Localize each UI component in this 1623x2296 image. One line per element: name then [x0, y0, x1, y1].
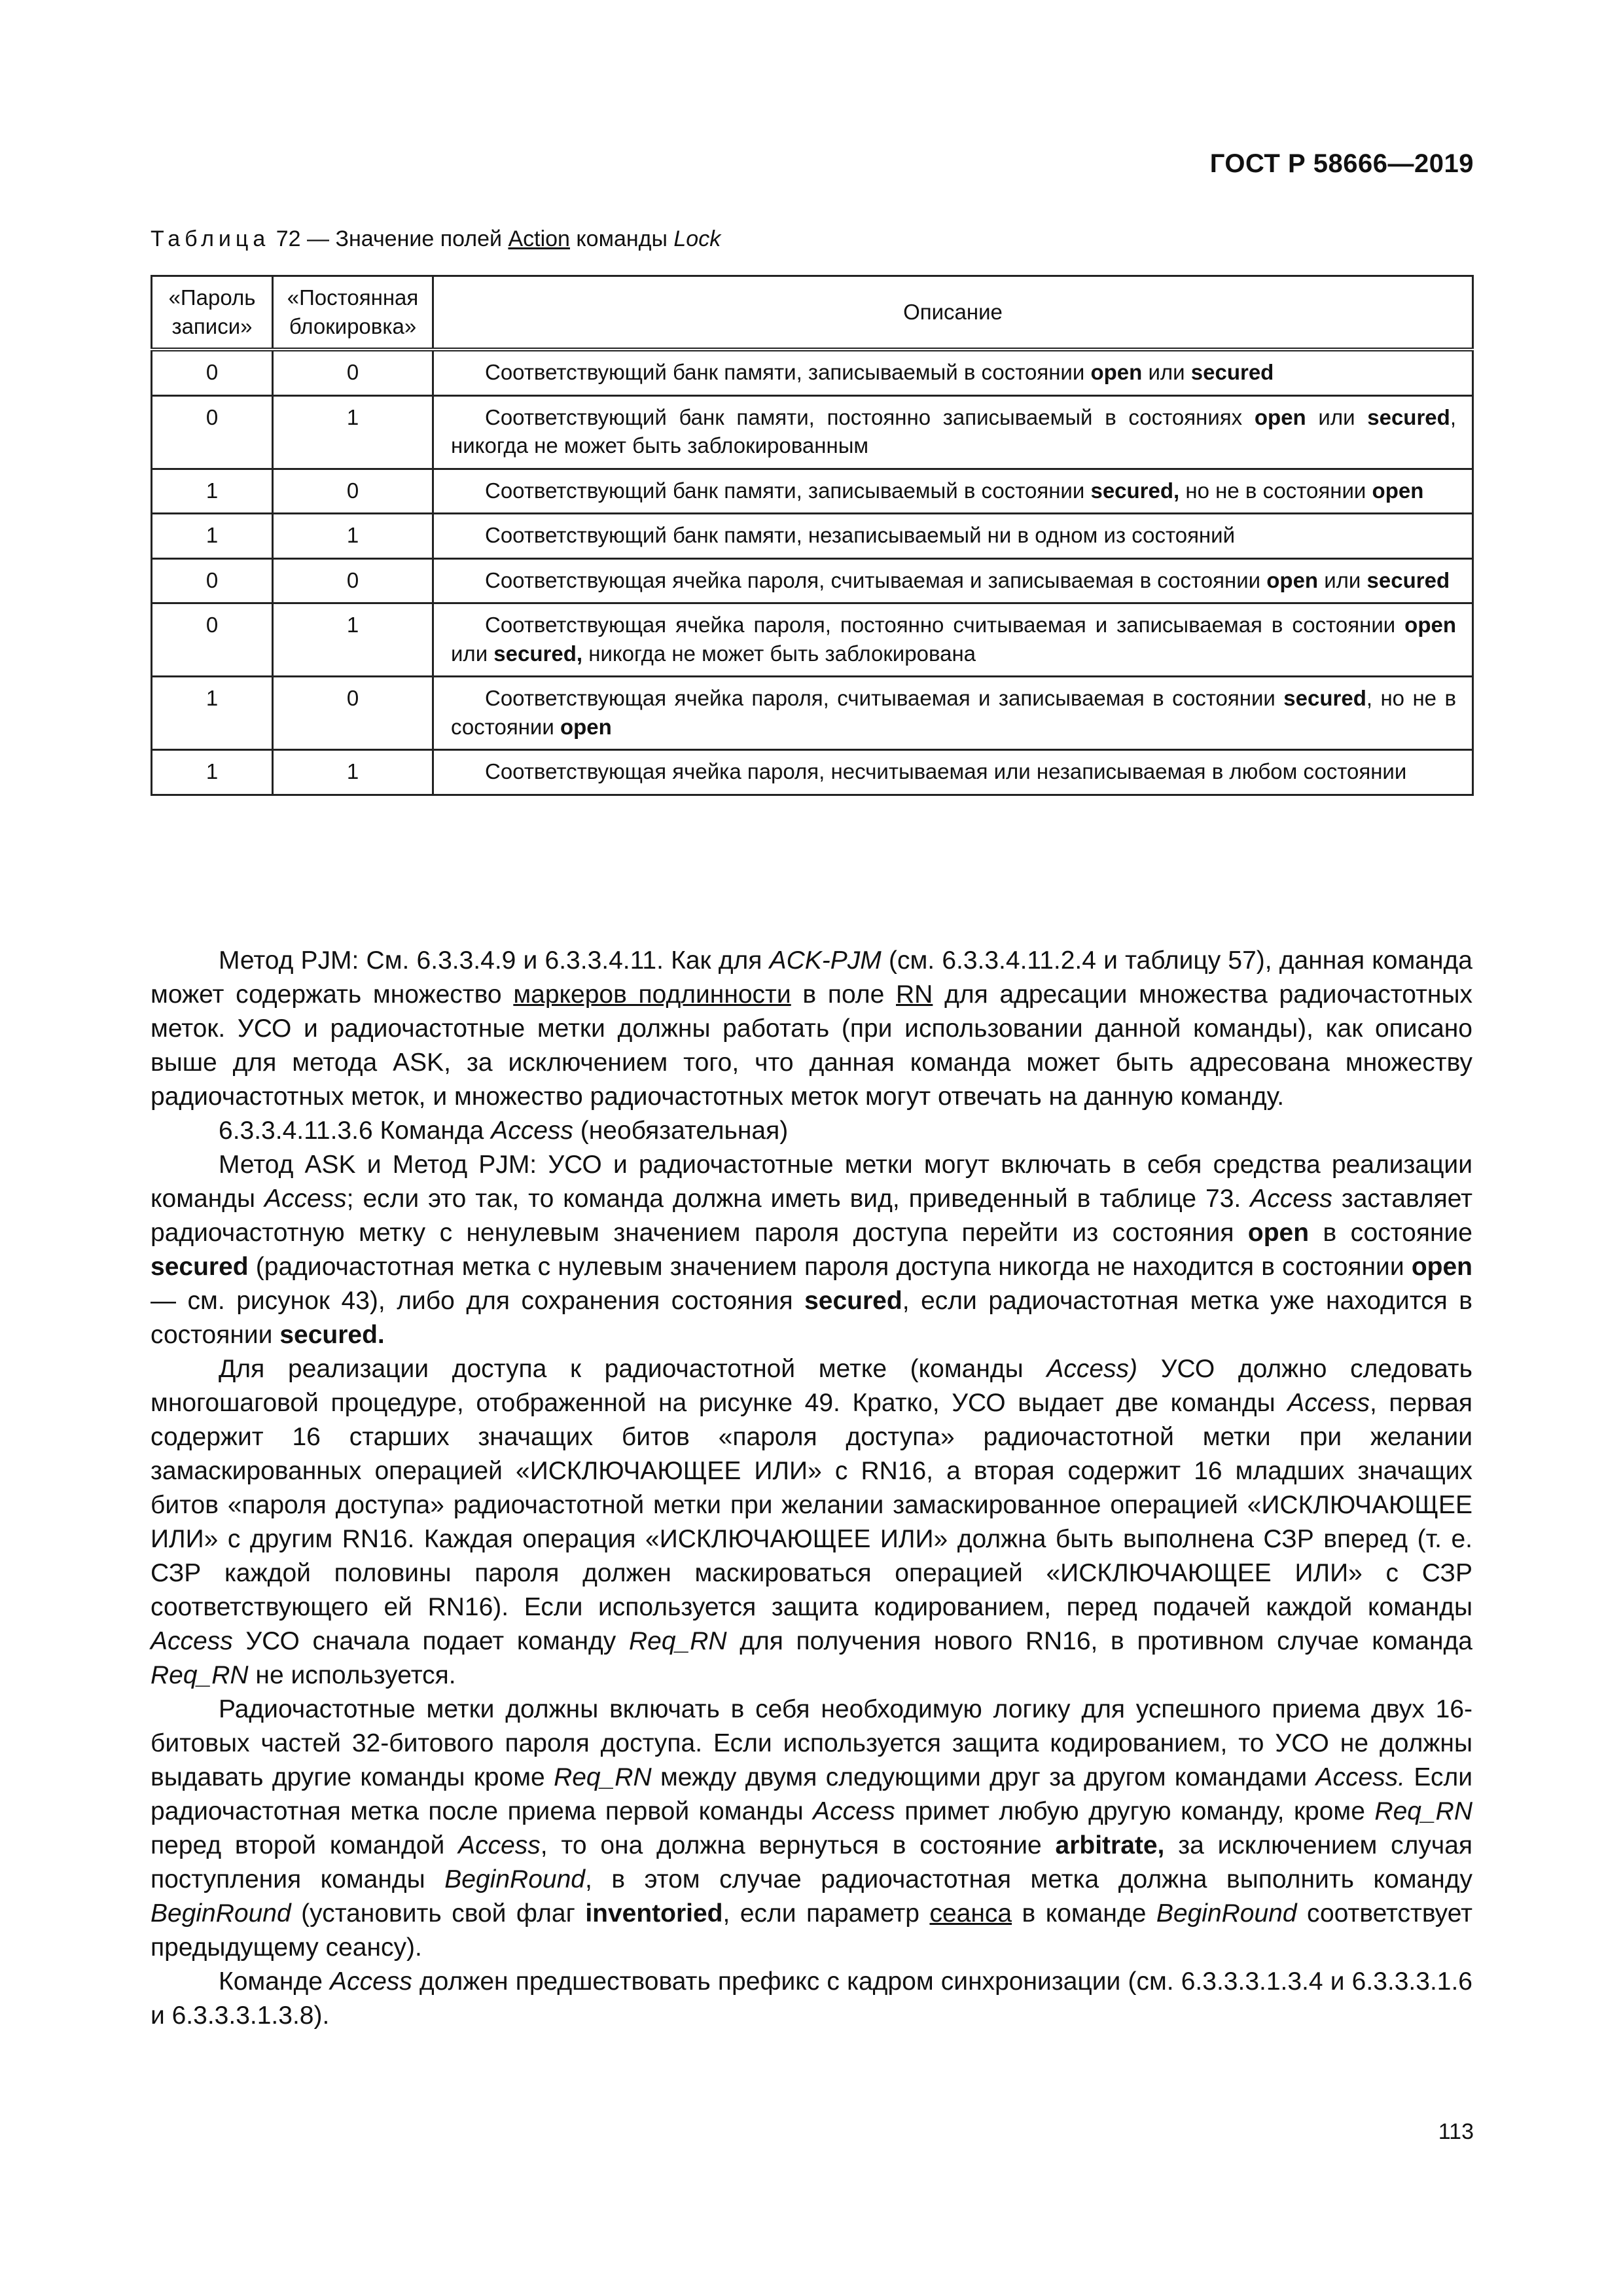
caption-mid: команды	[576, 226, 668, 251]
section-heading-access: 6.3.3.4.11.3.6 Команда Access (необязательная)	[219, 1117, 789, 1145]
cell-description: Соответствующая ячейка пароля, несчитываемая или незаписываемая в любом состоянии	[433, 750, 1473, 795]
cell-write-password: 0	[152, 395, 273, 469]
column-header-write-password: «Пароль записи»	[152, 276, 273, 350]
column-header-description: Описание	[433, 276, 1473, 350]
table-body	[152, 350, 1473, 795]
cell-description: Соответствующая ячейка пароля, считываемая и записываемая в состоянии open или secured	[433, 558, 1473, 603]
cell-description: Соответствующий банк памяти, записываемый в состоянии secured, но не в состоянии open	[433, 469, 1473, 514]
cell-permanent-lock: 1	[273, 514, 433, 559]
cell-permanent-lock: 0	[273, 469, 433, 514]
cell-write-password: 0	[152, 558, 273, 603]
table-row	[152, 395, 1473, 469]
cell-write-password: 0	[152, 603, 273, 677]
paragraph-access-procedure: Для реализации доступа к радиочастотной метке (команды Access) УСО должно следовать многошаговой процедуре, отображенной на рисунке 49. Кратко, УСО выдает две команды Access, первая содержит 16 старших значащих битов «пароля доступа» радиочастотной метки при желании замаскированных операцией «ИСКЛЮЧАЮЩЕЕ ИЛИ» с RN16, а вторая содержит 16 младших значащих битов «пароля доступа» радиочастотной метки при желании замаскированное операцией «ИСКЛЮЧАЮЩЕЕ ИЛИ» с другим RN16. Каждая операция «ИСКЛЮЧАЮЩЕЕ ИЛИ» должна быть выполнена СЗР вперед (т. е. СЗР каждой половины пароля должен маскироваться операцией «ИСКЛЮЧАЮЩЕЕ ИЛИ» с СЗР соответствующего ей RN16). Если используется защита кодированием, перед подачей каждой команды Access УСО сначала подает команду Req_RN для получения нового RN16, в противном случае команда Req_RN не используется.	[151, 1355, 1473, 1689]
paragraph-access-prefix: Команде Access должен предшествовать префикс с кадром синхронизации (см. 6.3.3.3.1.3.4 и 6.3.3.3.1.6 и 6.3.3.3.1.3.8).	[151, 1967, 1472, 2030]
cell-permanent-lock: 1	[273, 395, 433, 469]
cell-description: Соответствующий банк памяти, записываемый в состоянии open или secured	[433, 350, 1473, 395]
standard-header: ГОСТ Р 58666—2019	[1209, 149, 1474, 178]
table-row	[152, 469, 1473, 514]
cell-permanent-lock: 1	[273, 750, 433, 795]
table-row	[152, 514, 1473, 559]
paragraph-access-intro: Метод ASK и Метод PJM: УСО и радиочастотные метки могут включать в себя средства реализации команды Access; если это так, то команда должна иметь вид, приведенный в таблице 73. Access заставляет радиочастотную метку с ненулевым значением пароля доступа перейти из состояния open в состояние secured (радиочастотная метка с нулевым значением пароля доступа никогда не находится в состоянии open — см. рисунок 43), либо для сохранения состояния secured, если радиочастотная метка уже находится в состоянии secured.	[151, 1151, 1472, 1349]
cell-description: Соответствующая ячейка пароля, считываемая и записываемая в состоянии secured, но не в состоянии open	[433, 677, 1473, 750]
cell-permanent-lock: 0	[273, 558, 433, 603]
table-caption	[151, 226, 721, 252]
caption-command: Lock	[673, 226, 721, 251]
table-row	[152, 750, 1473, 795]
cell-permanent-lock: 1	[273, 603, 433, 677]
paragraph-pjm: Метод PJM: См. 6.3.3.4.9 и 6.3.3.4.11. Как для ACK-PJM (см. 6.3.3.4.11.2.4 и таблицу 57), данная команда может содержать множество маркеров подлинности в поле RN для адресации множества радиочастотных меток. УСО и радиочастотные метки должны работать (при использовании данной команды), как описано выше для метода ASK, за исключением того, что данная команда может быть адресована множеству радиочастотных меток, и множество радиочастотных меток могут отвечать на данную команду.	[151, 946, 1472, 1111]
cell-permanent-lock: 0	[273, 350, 433, 395]
lock-action-table	[151, 275, 1474, 796]
table-row	[152, 558, 1473, 603]
cell-permanent-lock: 0	[273, 677, 433, 750]
caption-label: Таблица	[151, 226, 270, 251]
paragraph-access-logic: Радиочастотные метки должны включать в себя необходимую логику для успешного приема двух 16-битовых частей 32-битового пароля доступа. Если используется защита кодированием, то УСО не должны выдавать другие команды кроме Req_RN между двумя следующими друг за другом командами Access. Если радиочастотная метка после приема первой команды Access примет любую другую команду, кроме Req_RN перед второй командой Access, то она должна вернуться в состояние arbitrate, за исключением случая поступления команды BeginRound, в этом случае радиочастотная метка должна выполнить команду BeginRound (установить свой флаг inventoried, если параметр сеанса в команде BeginRound соответствует предыдущему сеансу).	[151, 1695, 1473, 1962]
cell-description: Соответствующий банк памяти, постоянно записываемый в состояниях open или secured, никогда не может быть заблокированным	[433, 395, 1473, 469]
table-row	[152, 677, 1473, 750]
table-row	[152, 350, 1473, 395]
cell-description: Соответствующий банк памяти, незаписываемый ни в одном из состояний	[433, 514, 1473, 559]
cell-write-password: 0	[152, 350, 273, 395]
cell-write-password: 1	[152, 677, 273, 750]
cell-write-password: 1	[152, 469, 273, 514]
cell-write-password: 1	[152, 750, 273, 795]
column-header-permanent-lock: «Постоянная блокировка»	[273, 276, 433, 350]
caption-field: Action	[508, 226, 570, 251]
table-header-row	[152, 276, 1473, 350]
table-row	[152, 603, 1473, 677]
body-text	[151, 944, 1472, 2033]
cell-description: Соответствующая ячейка пароля, постоянно считываемая и записываемая в состоянии open или secured, никогда не может быть заблокирована	[433, 603, 1473, 677]
caption-number: 72 — Значение полей	[276, 226, 503, 251]
page-number: 113	[1438, 2119, 1474, 2144]
cell-write-password: 1	[152, 514, 273, 559]
